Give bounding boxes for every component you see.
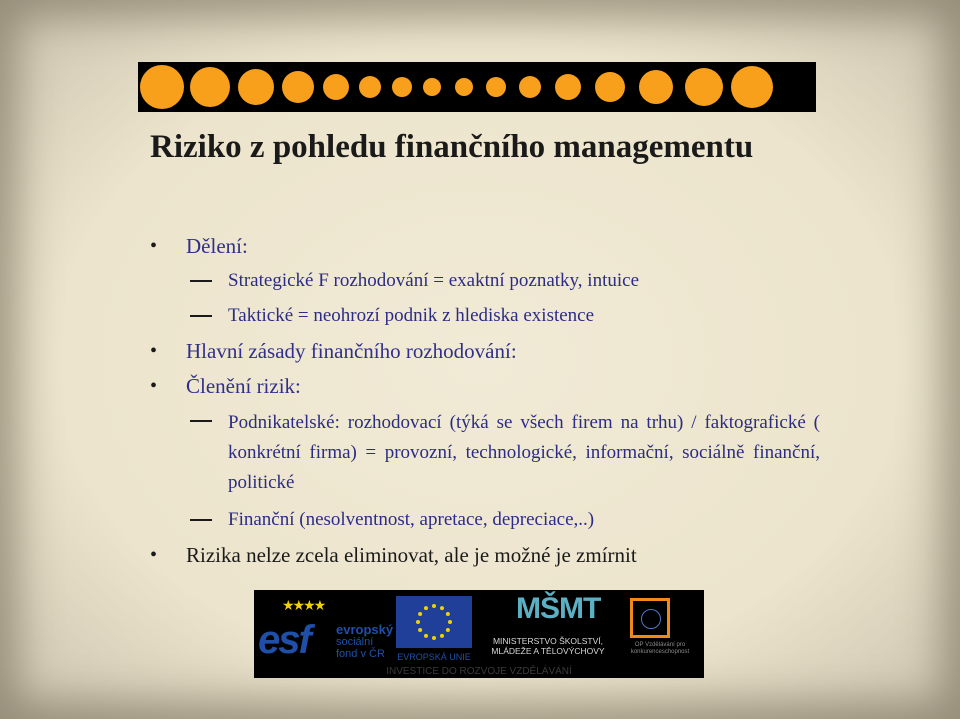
msmt-logo: MŠMT <box>516 592 601 625</box>
esf-line: sociální <box>336 636 374 648</box>
decorative-dot <box>555 74 581 100</box>
decorative-dot <box>423 78 441 96</box>
decorative-dot <box>519 76 541 98</box>
decorative-dot <box>190 67 230 107</box>
msmt-line: MLÁDEŽE A TĚLOVÝCHOVY <box>491 646 605 656</box>
decorative-dot-strip <box>138 62 816 112</box>
bullet-icon: • <box>150 340 158 362</box>
decorative-dot <box>323 74 349 100</box>
bullet-item <box>150 542 820 568</box>
sub-bullet-text: Strategické F rozhodování = exaktní poznatky, intuice <box>228 270 640 291</box>
esf-line: fond v ČR <box>336 648 385 660</box>
eu-stars-icon <box>415 603 453 641</box>
esf-line: evropský <box>336 622 394 637</box>
dash-icon <box>190 315 212 317</box>
bullet-text: Dělení: <box>186 234 248 258</box>
dash-icon <box>190 420 212 422</box>
bullet-text: Členění rizik: <box>186 374 301 398</box>
decorative-dot <box>685 68 723 106</box>
decorative-dot <box>731 66 773 108</box>
logo-strip <box>254 590 704 678</box>
esf-logo <box>258 596 394 668</box>
bullet-text: Rizika nelze zcela eliminovat, ale je možné je zmírnit <box>186 543 637 567</box>
msmt-caption <box>478 636 618 656</box>
decorative-dot <box>595 72 625 102</box>
sub-bullet-text: Podnikatelské: rozhodovací (týká se všech firem na trhu) / faktografické ( konkrétní firma) = provozní, technologické, informační, sociálně finanční, politické <box>228 412 820 493</box>
sub-bullet-item <box>150 268 820 294</box>
decorative-dot <box>282 71 314 103</box>
sub-bullet-text: Taktické = neohrozí podnik z hlediska existence <box>228 305 595 326</box>
bullet-icon: • <box>150 235 158 257</box>
esf-caption <box>336 624 396 660</box>
decorative-dot <box>140 65 184 109</box>
sub-bullet-item <box>150 303 820 329</box>
decorative-dot <box>455 78 473 96</box>
eu-label: EVROPSKÁ UNIE <box>397 652 471 662</box>
dash-icon <box>190 280 212 282</box>
bullet-item <box>150 233 820 259</box>
decorative-dot <box>639 70 673 104</box>
sub-bullet-item <box>150 408 820 498</box>
decorative-dot <box>392 77 412 97</box>
bullet-item <box>150 338 820 364</box>
slide-title: Riziko z pohledu finančního managementu <box>150 129 754 165</box>
op-circle-icon <box>641 609 661 629</box>
msmt-line: MINISTERSTVO ŠKOLSTVÍ, <box>492 636 604 646</box>
dash-icon <box>190 519 212 521</box>
bullet-text: Hlavní zásady finančního rozhodování: <box>186 339 517 363</box>
slide-content <box>150 233 820 577</box>
op-caption: OP Vzdělávání pro konkurenceschopnost <box>630 642 690 655</box>
bullet-icon: • <box>150 544 158 566</box>
invest-caption: INVESTICE DO ROZVOJE VZDĚLÁVÁNÍ <box>386 666 572 677</box>
bullet-item <box>150 373 820 399</box>
eu-flag-icon <box>396 596 472 648</box>
esf-logo-text: esf <box>258 618 310 662</box>
sub-bullet-text: Finanční (nesolventnost, apretace, depreciace,..) <box>228 509 595 530</box>
op-logo-icon <box>630 598 670 638</box>
sub-bullet-item <box>150 507 820 533</box>
decorative-dot <box>359 76 381 98</box>
star-icon: ★★★★ <box>282 599 325 614</box>
decorative-dot <box>238 69 274 105</box>
decorative-dot <box>486 77 506 97</box>
bullet-icon: • <box>150 375 158 397</box>
